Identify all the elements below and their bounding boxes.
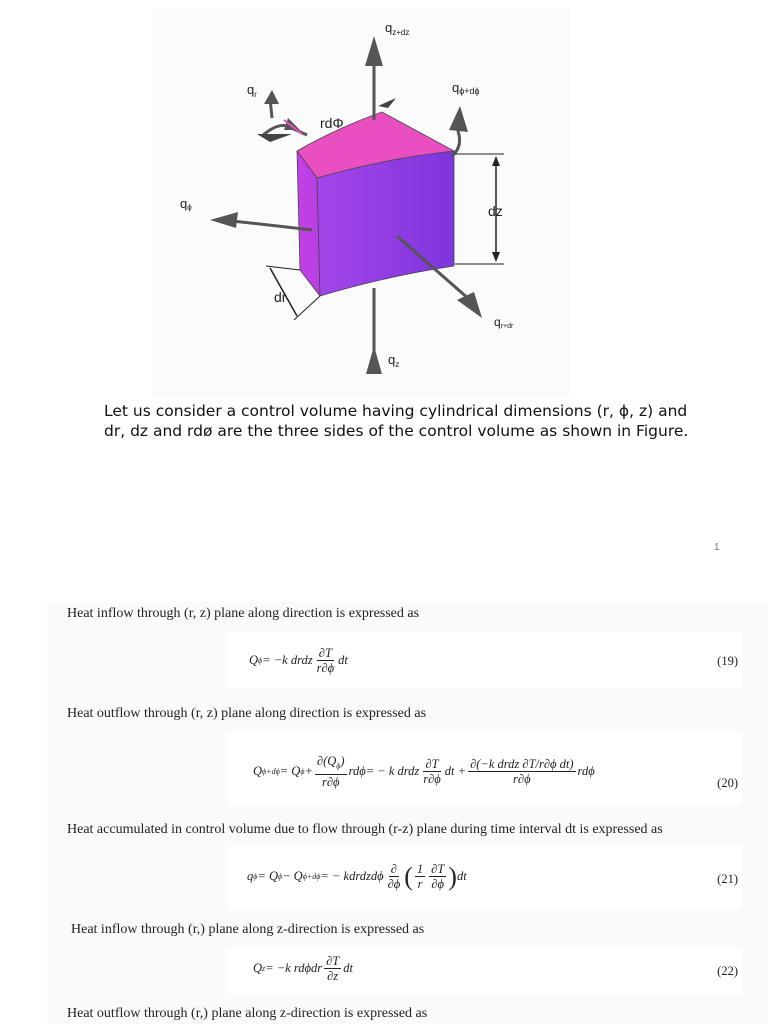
caption-line-1: Let us consider a control volume having cylindrical dimensions (r, ϕ, z) and [104,402,688,420]
equation-22: Q z = −k rdϕdr $\frac{\partial T}{\partial z}$ dt (22) [227,948,742,994]
label-q-z-dz: $q_{z+dz}$ [385,20,410,37]
paragraph-heat-outflow-z: Heat outflow through (r,) plane along z-direction is expressed as [67,1006,428,1021]
paragraph-heat-accumulated: Heat accumulated in control volume due to flow through (r-z) plane during time interval dt is expressed as [67,822,663,837]
qphidphi-arrowhead [449,106,468,132]
control-volume-figure [152,8,570,398]
control-volume-diagram [152,8,570,398]
label-q-phi-dphi: qϕ+dϕ [452,80,480,96]
paragraph-heat-inflow-phi: Heat inflow through (r, z) plane along direction is expressed as [67,606,420,621]
equation-20: Q ϕ+dϕ = Q ϕ + $\frac{\partial(Q_\phi)}{r\partial\phi}$ rdϕ = − k drdz $\frac{\partial T}{r\partial\phi}$ dt + $\frac{\text{∂(−k drdz ∂T/r∂ϕ dt)}}{r\partial\phi}$ rdϕ (20) [227,732,742,806]
equations-section [47,602,768,1024]
label-q-z: $q_z$ [388,352,400,369]
paragraph-heat-inflow-z: Heat inflow through (r,) plane along z-direction is expressed as [71,922,425,937]
equation-number-20: (20) [717,776,738,790]
qz-arrowhead [366,346,382,374]
label-q-r-dr: qr+dr [494,315,514,330]
label-q-phi: qϕ [180,196,192,212]
equation-19: Q ϕ = −k drdz $\frac{\partial T}{r\partial\phi}$ dt (19) [227,632,742,688]
label-dz: dz [488,203,503,219]
caption-line-2: dr, dz and rdø are the three sides of the control volume as shown in Figure. [104,422,689,440]
page-number: 1 [714,542,720,553]
qzdz-arrowhead [365,36,383,66]
equation-number-19: (19) [717,654,738,668]
equation-number-21: (21) [717,872,738,886]
qr-arrowhead [257,134,292,142]
figure-caption [104,401,704,441]
qrdr-arrowhead [457,292,482,318]
equation-number-22: (22) [717,964,738,978]
label-dr: dr [274,289,287,305]
paragraph-heat-outflow-phi: Heat outflow through (r, z) plane along direction is expressed as [67,706,427,721]
label-r-dphi: rdΦ [320,115,344,131]
equation-21: q ϕ = Q ϕ − Q ϕ+dϕ = − kdrdzdϕ $\frac{\partial}{\partial\phi}$ ( $\frac{1}{r}$ $\frac{\partial T}{\partial\phi}$ ) dt (21) [227,846,742,910]
qphi-arrowhead [210,212,238,228]
label-q-r: $q_r$ [247,82,257,99]
